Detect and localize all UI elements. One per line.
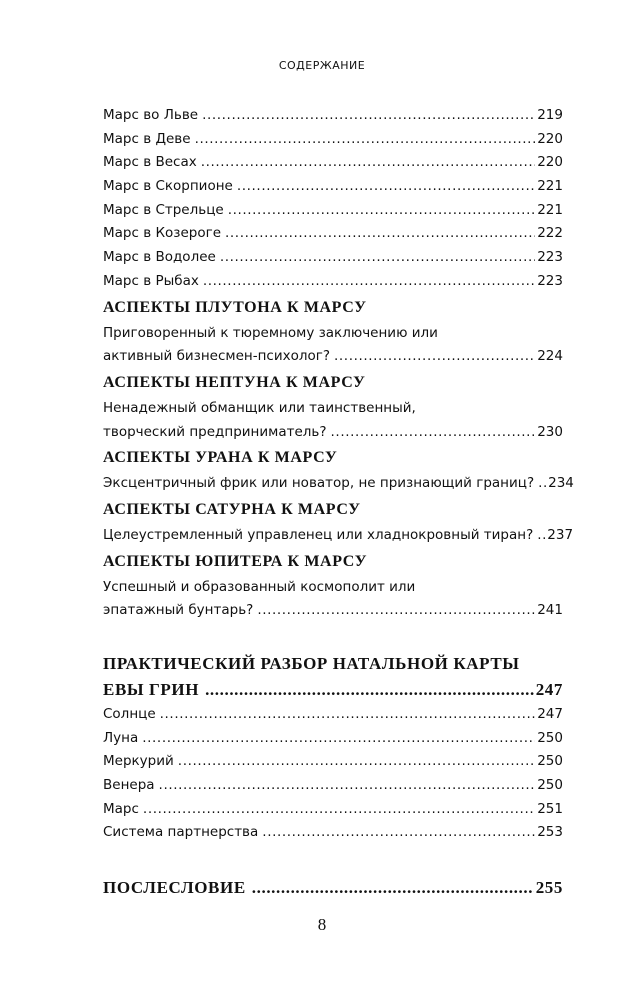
toc-entry [103, 104, 563, 128]
toc-entry [103, 798, 563, 822]
toc-entry [103, 576, 563, 623]
leader-dots [143, 798, 535, 822]
toc-entry-label: Марс в Козероге [103, 225, 222, 242]
leader-dots [228, 199, 536, 223]
toc-entry-page: 223 [537, 272, 563, 289]
toc-entry-label-line1: Ненадежный обманщик или таинственный, [103, 399, 416, 416]
table-of-contents [103, 104, 574, 901]
afterword-title: ПОСЛЕСЛОВИЕ [103, 878, 246, 898]
leader-dots [195, 128, 536, 152]
section-heading: АСПЕКТЫ ПЛУТОНА К МАРСУ [103, 298, 367, 316]
toc-entry [103, 750, 563, 774]
toc-entry-page: 220 [537, 130, 563, 147]
toc-entry-label: Эксцентричный фрик или новатор, не признающий границ? [103, 475, 535, 492]
toc-entry-label: Марс в Деве [103, 130, 191, 147]
chapter-heading [103, 651, 563, 703]
chapter-title-line2: ЕВЫ ГРИН [103, 680, 200, 700]
chapter-heading [103, 875, 563, 901]
chapter-page: 247 [535, 680, 563, 700]
toc-entry [103, 270, 563, 294]
toc-entry-label: Марс в Скорпионе [103, 178, 233, 195]
leader-dots [202, 104, 535, 128]
section-heading: АСПЕКТЫ НЕПТУНА К МАРСУ [103, 373, 366, 391]
toc-entry-page: 222 [537, 225, 563, 242]
toc-entry-label: Марс в Рыбах [103, 272, 199, 289]
toc-entry-label-line2: активный бизнесмен-психолог? [103, 348, 331, 365]
toc-entry [103, 727, 563, 751]
leader-dots [159, 774, 536, 798]
leader-dots [538, 472, 546, 496]
toc-entry [103, 774, 563, 798]
toc-entry-page: 253 [537, 824, 563, 841]
section-heading: АСПЕКТЫ УРАНА К МАРСУ [103, 449, 338, 467]
toc-entry-label: Марс в Водолее [103, 249, 216, 266]
toc-entry-label-line2: творческий предприниматель? [103, 423, 327, 440]
leader-dots [334, 345, 535, 369]
toc-entry-label: Луна [103, 729, 139, 746]
leader-dots [252, 875, 534, 901]
leader-dots [225, 222, 535, 246]
leader-dots [537, 524, 545, 548]
toc-entry-page: 250 [537, 729, 563, 746]
toc-entry-page: 224 [537, 348, 563, 365]
toc-entry [103, 322, 563, 369]
toc-entry-label: Марс в Весах [103, 154, 197, 171]
toc-entry-page: 221 [537, 201, 563, 218]
toc-entry-label: Марс во Льве [103, 107, 199, 123]
section-heading: АСПЕКТЫ ЮПИТЕРА К МАРСУ [103, 552, 368, 570]
toc-entry-page: 250 [537, 777, 563, 794]
toc-entry-page: 223 [537, 249, 563, 266]
toc-entry-page: 219 [537, 107, 563, 123]
toc-entry [103, 472, 574, 496]
leader-dots [205, 677, 534, 703]
toc-entry-label: Меркурий [103, 753, 174, 770]
toc-entry [103, 703, 563, 727]
leader-dots [142, 727, 535, 751]
toc-entry-page: 251 [537, 800, 563, 817]
toc-entry [103, 397, 563, 444]
toc-entry-page: 230 [537, 423, 563, 440]
toc-entry-label: Венера [103, 777, 155, 794]
leader-dots [237, 175, 535, 199]
chapter-page: 255 [535, 878, 563, 898]
toc-entry-label-line2: эпатажный бунтарь? [103, 602, 254, 619]
toc-entry-label: Система партнерства [103, 824, 259, 841]
toc-entry-label: Марс в Стрельце [103, 201, 224, 218]
toc-entry [103, 524, 574, 548]
toc-entry-page: 237 [547, 526, 574, 543]
toc-entry-label-line1: Успешный и образованный космополит или [103, 578, 416, 595]
toc-entry-label: Целеустремленный управленец или хладнокровный тиран? [103, 526, 534, 543]
leader-dots [262, 821, 535, 845]
leader-dots [331, 421, 536, 445]
page-number: 8 [317, 915, 327, 934]
toc-entry-label-line1: Приговоренный к тюремному заключению или [103, 324, 438, 341]
toc-entry-page: 250 [537, 753, 563, 770]
leader-dots [178, 750, 535, 774]
toc-entry [103, 222, 563, 246]
toc-entry-page: 220 [537, 154, 563, 171]
toc-entry-page: 234 [548, 475, 574, 492]
chapter-title-line1: ПРАКТИЧЕСКИЙ РАЗБОР НАТАЛЬНОЙ КАРТЫ [103, 654, 520, 674]
toc-entry-label: Солнце [103, 706, 156, 723]
leader-dots [160, 703, 536, 727]
toc-entry [103, 199, 563, 223]
section-heading: АСПЕКТЫ САТУРНА К МАРСУ [103, 500, 361, 518]
toc-entry-label: Марс [103, 800, 139, 817]
running-head: СОДЕРЖАНИЕ [278, 59, 366, 72]
toc-entry [103, 821, 563, 845]
leader-dots [201, 151, 536, 175]
leader-dots [220, 246, 535, 270]
toc-entry [103, 151, 563, 175]
toc-entry-page: 247 [537, 706, 563, 723]
leader-dots [257, 599, 535, 623]
leader-dots [203, 270, 535, 294]
toc-entry-page: 221 [537, 178, 563, 195]
toc-entry-page: 241 [537, 602, 563, 619]
toc-entry [103, 128, 563, 152]
toc-entry [103, 246, 563, 270]
toc-entry [103, 175, 563, 199]
